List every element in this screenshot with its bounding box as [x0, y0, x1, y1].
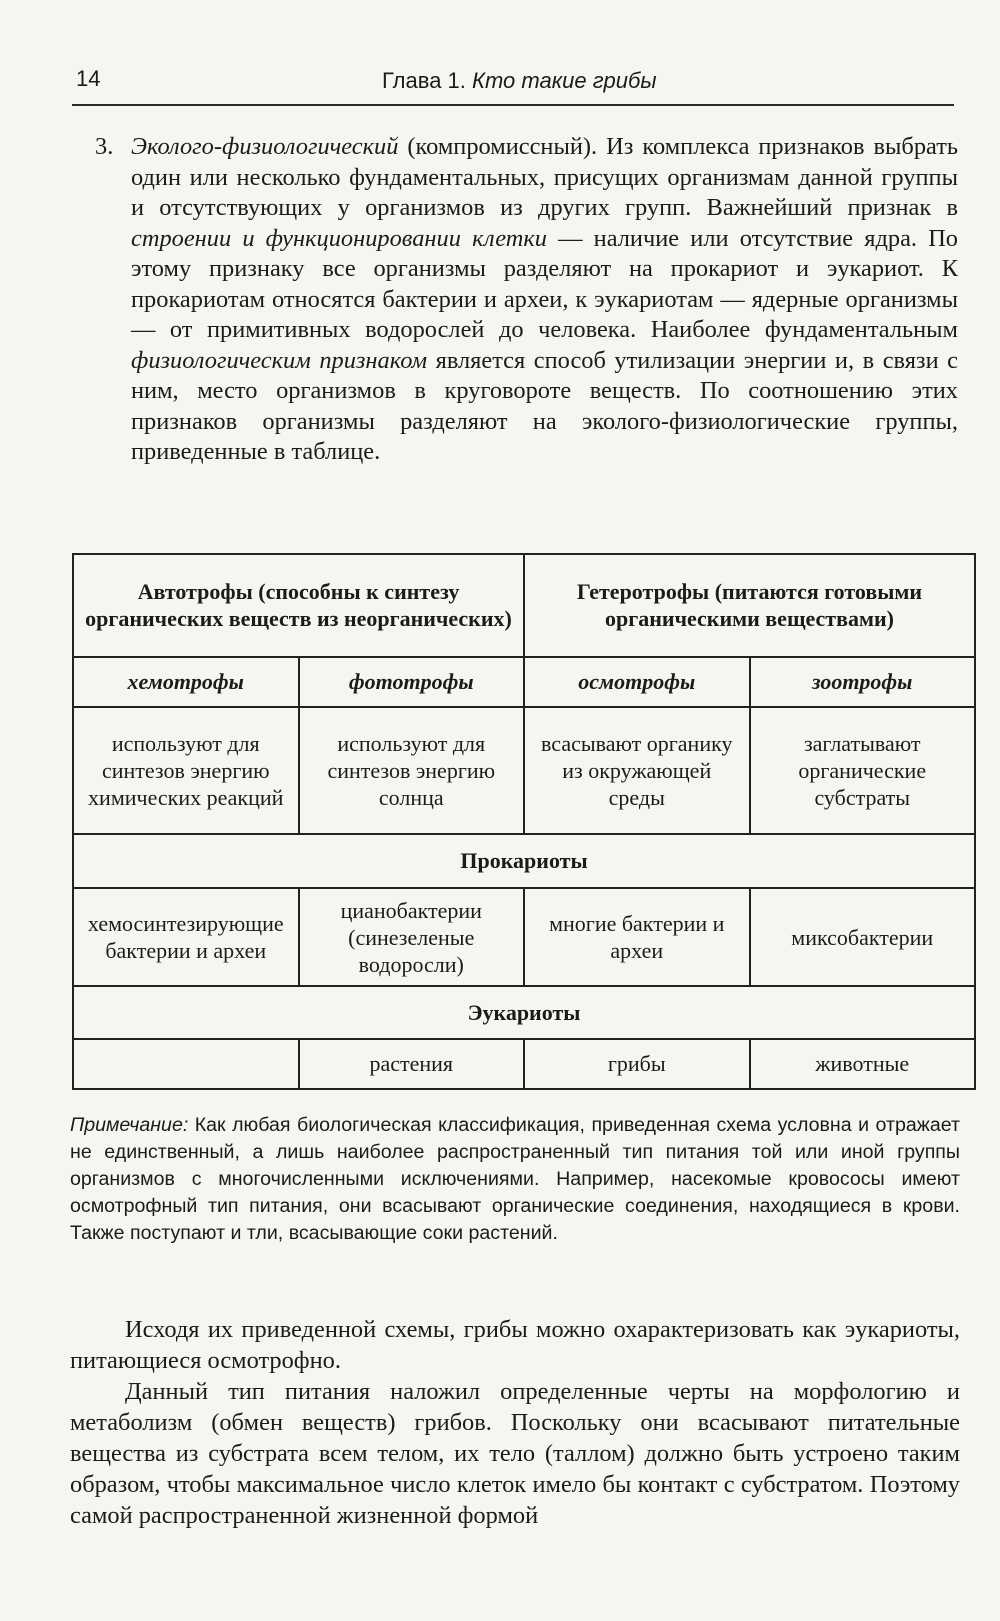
list-item-3 [95, 132, 958, 468]
text-run: является способ утилизации энергии и, в связи с ним, место организмов в круговороте веществ. По соотношению этих признаков организмы разделяют на эколого-физиологические группы, приведенные в таблице. [131, 346, 958, 465]
subtype-cell: осмотрофы [524, 657, 750, 707]
example-cell: растения [299, 1039, 525, 1089]
description-cell: всасывают органику из окружающей среды [524, 707, 750, 834]
description-cell: заглатывают органические субстраты [750, 707, 976, 834]
chapter-label: Глава 1. [382, 68, 466, 93]
note-text: Как любая биологическая классификация, приведенная схема условна и отражает не единственный, а лишь наиболее распространенный тип питания той или иной группы организмов с многочисленными исключениями. Например, насекомые кровососы имеют осмотрофный тип питания, они всасывают органические соединения, находящиеся в крови. Также поступают и тли, всасывающие соки растений. [70, 1114, 960, 1244]
prokaryotes-label: Прокариоты [73, 834, 975, 888]
example-cell: миксобактерии [750, 888, 976, 987]
example-cell: хемосинтезирующие бактерии и археи [73, 888, 299, 987]
list-item-number: 3. [95, 133, 114, 160]
eukaryotes-label: Эукариоты [73, 986, 975, 1038]
trophic-groups-table [72, 553, 976, 1090]
autotrophs-header: Автотрофы (способны к синтезу органических веществ из неорганических) [73, 554, 524, 657]
example-cell: многие бактерии и археи [524, 888, 750, 987]
subtype-cell: фототрофы [299, 657, 525, 707]
heterotrophs-header: Гетеротрофы (питаются готовыми органическими веществами) [524, 554, 975, 657]
eukaryotes-examples-row [73, 1039, 975, 1089]
paragraph: Исходя их приведенной схемы, грибы можно охарактеризовать как эукариоты, питающиеся осмотрофно. [70, 1316, 960, 1374]
running-header [72, 66, 954, 106]
description-row [73, 707, 975, 834]
paragraph: Данный тип питания наложил определенные черты на морфологию и метаболизм (обмен веществ) грибов. Поскольку они всасывают питательные вещества из субстрата всем телом, их тело (таллом) должно быть устроено таким образом, чтобы максимальное число клеток имело бы контакт с субстратом. Поэтому самой распространенной жизненной формой [70, 1378, 960, 1529]
list-item-text [131, 132, 958, 468]
description-cell: используют для синтезов энергию химических реакций [73, 707, 299, 834]
chapter-heading [382, 68, 657, 94]
body-text [70, 1314, 960, 1531]
example-cell [73, 1039, 299, 1089]
subtype-cell: зоотрофы [750, 657, 976, 707]
description-cell: используют для синтезов энергию солнца [299, 707, 525, 834]
prokaryotes-row [73, 834, 975, 888]
chapter-title: Кто такие грибы [472, 68, 657, 93]
prokaryotes-examples-row [73, 888, 975, 987]
table-note [70, 1112, 960, 1247]
term-physio-feature: физиологическим признаком [131, 346, 428, 374]
note-label: Примечание: [70, 1114, 189, 1136]
subtype-cell: хемотрофы [73, 657, 299, 707]
eukaryotes-row [73, 986, 975, 1038]
page-number: 14 [76, 66, 101, 91]
example-cell: животные [750, 1039, 976, 1089]
term-cell-structure: строении и функционировании клетки [131, 224, 547, 252]
table-header-row [73, 554, 975, 657]
term-eco-physio: Эколого-физиологический [131, 133, 399, 160]
example-cell: грибы [524, 1039, 750, 1089]
subtype-row [73, 657, 975, 707]
example-cell: цианобактерии (синезеленые водоросли) [299, 888, 525, 987]
text-run: (компромиссный). Из комплекса признаков выбрать один или несколько фундаментальных, присущих организмам данной группы и отсутствующих у организмов из других групп. Важнейший признак в [131, 133, 958, 221]
text-run: — наличие или отсутствие ядра. По этому признаку все организмы разделяют на прокариот и эукариот. К прокариотам относятся бактерии и археи, к эукариотам — ядерные организмы — от примитивных водорослей до человека. Наиболее фундаментальным [131, 224, 959, 343]
